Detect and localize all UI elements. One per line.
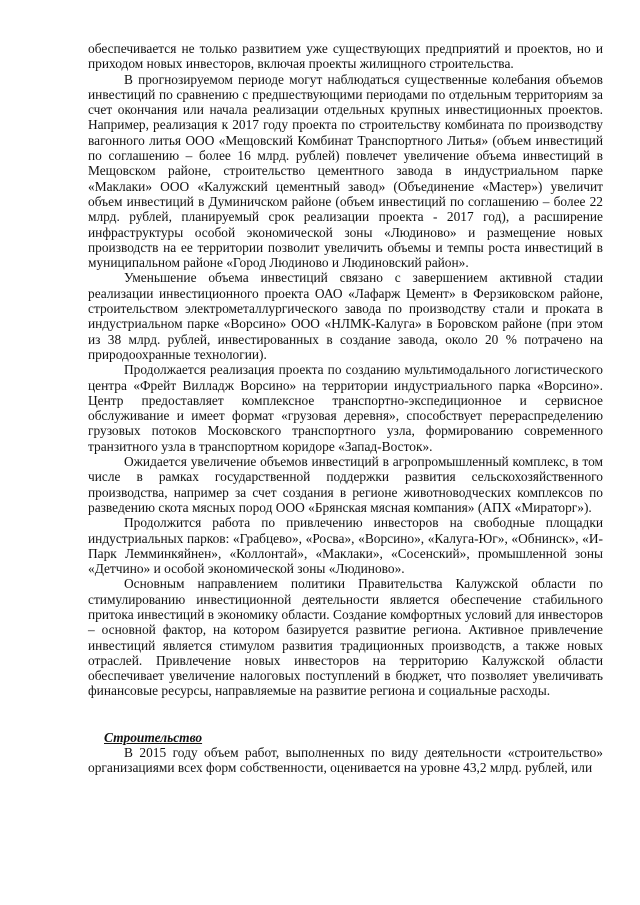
section-heading-construction: Строительство (104, 729, 203, 745)
paragraph-investment-fluctuations: В прогнозируемом периоде могут наблюдаться существенные колебания объемов инвестиций по сравнению с предшествующими периодами по отдельным территориям за счет окончания или начала реализации отдельных крупных инвестиционных проектов. Например, реализация к 2017 году проекта по строительству комбината по производству вагонного литья ООО «Мещовский Комбинат Транспортного Литья» (объем инвестиций по соглашению – более 16 млрд. рублей) повлечет увеличение объема инвестиций в Мещовском районе, строительство цементного завода в индустриальном парке «Маклаки» ООО «Калужский цементный завод» (Объединение «Мастер») увеличит объем инвестиций в Думиничском районе (объем инвестиций по соглашению – более 22 млрд. рублей, планируемый срок реализации проекта - 2017 год), а расширение инфраструктуры особой экономической зоны «Людиново» и размещение новых производств на ее территории позволит увеличить объемы и темпы роста инвестиций в муниципальном районе «Город Людиново и Людиновский район». (88, 71, 603, 271)
paragraph-investment-policy: Основным направлением политики Правительства Калужской области по стимулированию инвестиционной деятельности является обеспечение стабильного притока инвестиций в экономику области. Создание комфортных условий для инвесторов – основной фактор, на котором базируется развитие региона. Активное привлечение инвестиций является стимулом развития традиционных производств, а также новых отраслей. Привлечение новых инвесторов на территорию Калужской области обеспечивает увеличение налоговых поступлений в бюджет, что позволяет увеличивать финансовые ресурсы, направляемые на развитие региона и социальные расходы. (88, 576, 603, 699)
paragraph-industrial-parks: Продолжится работа по привлечению инвесторов на свободные площадки индустриальных парков: «Грабцево», «Росва», «Ворсино», «Калуга-Юг», «Обнинск», «И-Парк Лемминкяйнен», «Коллонтай», «Маклаки», «Сосенский», промышленной зоны «Детчино» и особой экономической зоны «Людиново». (88, 515, 603, 577)
paragraph-logistics-center: Продолжается реализация проекта по созданию мультимодального логистического центра «Фрейт Вилладж Ворсино» на территории индустриального парка «Ворсино». Центр предоставляет комплексное транспортно-экспедиционное и сервисное обслуживание и имеет формат «грузовая деревня», способствует перераспределению грузовых потоков Московского транспортного узла, формированию современного транзитного узла в транспортном коридоре «Запад-Восток». (88, 362, 603, 454)
paragraph-construction: В 2015 году объем работ, выполненных по виду деятельности «строительство» организациями всех форм собственности, оценивается на уровне 43,2 млрд. рублей, или (88, 745, 603, 776)
document-body (88, 41, 603, 776)
paragraph-continuation: обеспечивается не только развитием уже существующих предприятий и проектов, но и приходом новых инвесторов, включая проекты жилищного строительства. (88, 41, 603, 72)
paragraph-agro-investment: Ожидается увеличение объемов инвестиций в агропромышленный комплекс, в том числе в рамках государственной поддержки развития сельскохозяйственного производства, например за счет создания в регионе животноводческих комплексов по разведению скота мясных пород ООО «Брянская мясная компания» (АПХ «Мираторг»). (88, 454, 603, 515)
paragraph-investment-decrease: Уменьшение объема инвестиций связано с завершением активной стадии реализации инвестиционного проекта ОАО «Лафарж Цемент» в Ферзиковском районе, строительством электрометаллургического завода по производству стали и проката в индустриальном парке «Ворсино» ООО «НЛМК-Калуга» в Боровском районе (при этом из 38 млрд. рублей, инвестированных в создание завода, около 20 % потрачено на природоохранные технологии). (88, 270, 603, 362)
